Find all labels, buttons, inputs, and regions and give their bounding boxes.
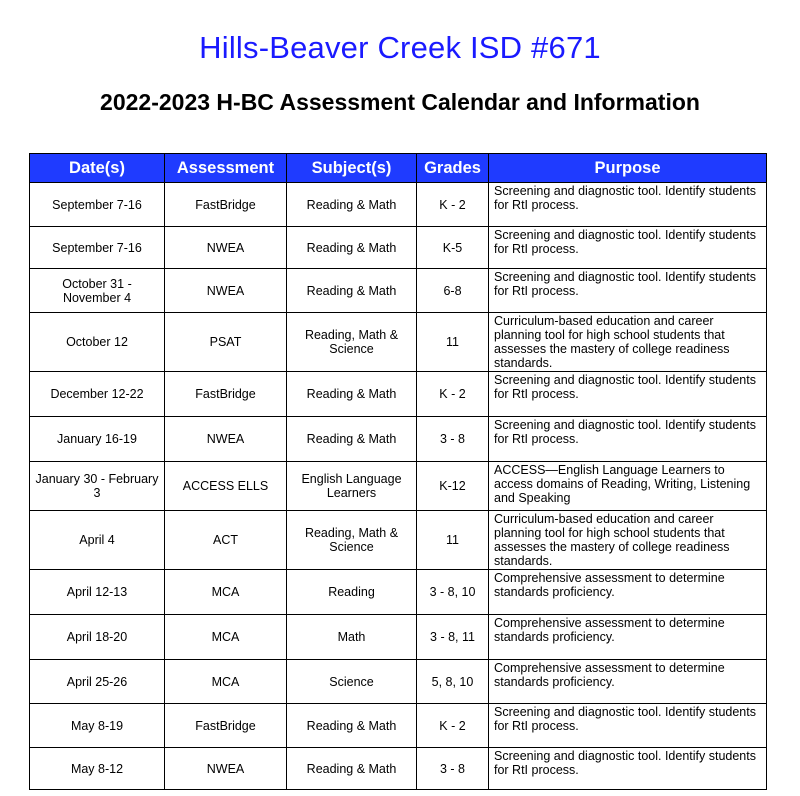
header-grades: Grades <box>417 154 489 183</box>
cell-purpose: Screening and diagnostic tool. Identify students for RtI process. <box>489 704 767 748</box>
table-row <box>30 748 767 790</box>
cell-assessment: MCA <box>165 615 287 660</box>
cell-purpose: Comprehensive assessment to determine standards proficiency. <box>489 570 767 615</box>
cell-grades: 3 - 8 <box>417 417 489 462</box>
cell-assessment: PSAT <box>165 313 287 372</box>
cell-date: April 18-20 <box>30 615 165 660</box>
cell-assessment: NWEA <box>165 227 287 269</box>
cell-date: January 30 - February 3 <box>30 462 165 511</box>
cell-assessment: NWEA <box>165 417 287 462</box>
cell-purpose: Screening and diagnostic tool. Identify students for RtI process. <box>489 227 767 269</box>
cell-purpose: Comprehensive assessment to determine standards proficiency. <box>489 615 767 660</box>
table-row <box>30 511 767 570</box>
cell-subject: Reading & Math <box>287 269 417 313</box>
cell-grades: K - 2 <box>417 183 489 227</box>
cell-grades: K - 2 <box>417 372 489 417</box>
assessment-calendar-table <box>29 153 767 790</box>
cell-purpose: Curriculum-based education and career planning tool for high school students that assesses the mastery of college readiness standards. <box>489 511 767 570</box>
cell-grades: 3 - 8 <box>417 748 489 790</box>
table-row <box>30 372 767 417</box>
cell-subject: Reading & Math <box>287 704 417 748</box>
cell-subject: Science <box>287 660 417 704</box>
header-dates: Date(s) <box>30 154 165 183</box>
table-row <box>30 660 767 704</box>
cell-subject: Reading & Math <box>287 372 417 417</box>
cell-assessment: MCA <box>165 570 287 615</box>
cell-purpose: Screening and diagnostic tool. Identify students for RtI process. <box>489 372 767 417</box>
cell-assessment: NWEA <box>165 748 287 790</box>
table-row <box>30 269 767 313</box>
cell-subject: English Language Learners <box>287 462 417 511</box>
cell-assessment: ACT <box>165 511 287 570</box>
cell-grades: 11 <box>417 511 489 570</box>
table-row <box>30 615 767 660</box>
cell-grades: K-5 <box>417 227 489 269</box>
cell-purpose: Screening and diagnostic tool. Identify students for RtI process. <box>489 417 767 462</box>
table-row <box>30 570 767 615</box>
table-row <box>30 183 767 227</box>
cell-date: December 12-22 <box>30 372 165 417</box>
table-row <box>30 462 767 511</box>
cell-grades: K - 2 <box>417 704 489 748</box>
cell-date: May 8-12 <box>30 748 165 790</box>
cell-purpose: Comprehensive assessment to determine standards proficiency. <box>489 660 767 704</box>
cell-grades: 6-8 <box>417 269 489 313</box>
cell-date: October 31 - November 4 <box>30 269 165 313</box>
cell-subject: Reading, Math & Science <box>287 313 417 372</box>
cell-subject: Reading & Math <box>287 227 417 269</box>
cell-date: September 7-16 <box>30 227 165 269</box>
cell-assessment: MCA <box>165 660 287 704</box>
cell-date: January 16-19 <box>30 417 165 462</box>
cell-date: September 7-16 <box>30 183 165 227</box>
cell-grades: 11 <box>417 313 489 372</box>
cell-subject: Reading & Math <box>287 417 417 462</box>
table-row <box>30 227 767 269</box>
cell-assessment: NWEA <box>165 269 287 313</box>
cell-subject: Reading, Math & Science <box>287 511 417 570</box>
cell-purpose: Screening and diagnostic tool. Identify students for RtI process. <box>489 183 767 227</box>
table-row <box>30 417 767 462</box>
header-purpose: Purpose <box>489 154 767 183</box>
cell-date: May 8-19 <box>30 704 165 748</box>
cell-grades: 3 - 8, 11 <box>417 615 489 660</box>
cell-purpose: Curriculum-based education and career planning tool for high school students that assesses the mastery of college readiness standards. <box>489 313 767 372</box>
table-row <box>30 704 767 748</box>
cell-grades: K-12 <box>417 462 489 511</box>
cell-assessment: FastBridge <box>165 372 287 417</box>
cell-subject: Reading & Math <box>287 183 417 227</box>
cell-grades: 3 - 8, 10 <box>417 570 489 615</box>
cell-purpose: ACCESS—English Language Learners to access domains of Reading, Writing, Listening and Speaking <box>489 462 767 511</box>
table-row <box>30 313 767 372</box>
header-assessment: Assessment <box>165 154 287 183</box>
cell-assessment: ACCESS ELLS <box>165 462 287 511</box>
table-header-row <box>30 154 767 183</box>
cell-grades: 5, 8, 10 <box>417 660 489 704</box>
page-title: 2022-2023 H-BC Assessment Calendar and Information <box>100 89 700 115</box>
cell-date: April 12-13 <box>30 570 165 615</box>
cell-purpose: Screening and diagnostic tool. Identify students for RtI process. <box>489 269 767 313</box>
cell-date: April 25-26 <box>30 660 165 704</box>
cell-date: April 4 <box>30 511 165 570</box>
cell-subject: Math <box>287 615 417 660</box>
cell-assessment: FastBridge <box>165 183 287 227</box>
header-subjects: Subject(s) <box>287 154 417 183</box>
cell-subject: Reading & Math <box>287 748 417 790</box>
cell-subject: Reading <box>287 570 417 615</box>
cell-assessment: FastBridge <box>165 704 287 748</box>
cell-date: October 12 <box>30 313 165 372</box>
district-name: Hills-Beaver Creek ISD #671 <box>199 30 601 65</box>
cell-purpose: Screening and diagnostic tool. Identify students for RtI process. <box>489 748 767 790</box>
